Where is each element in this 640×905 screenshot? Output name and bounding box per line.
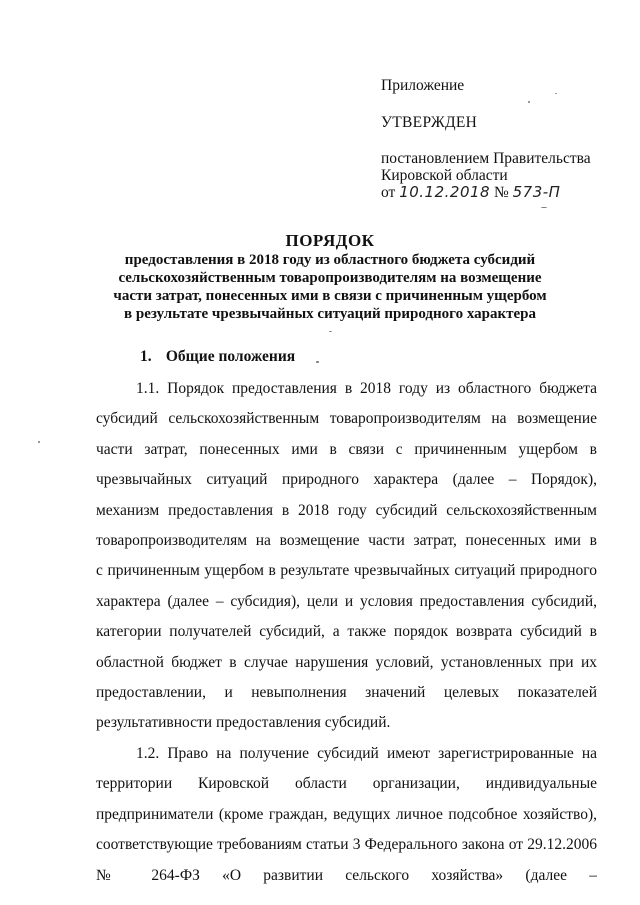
section-heading [140,348,295,366]
decree-date-prefix: от [381,184,396,201]
scan-speck [329,331,332,332]
decree-line-1: постановлением Правительства [381,150,591,167]
scan-speck [38,441,40,443]
scan-speck [555,93,557,94]
text-line: чрезвычайных ситуаций природного характера (далее – Порядок), [96,471,597,489]
text-line: 1.2. Право на получение субсидий имеют зарегистрированные на [136,745,597,762]
section-title: Общие положения [165,348,296,365]
text-line: областной бюджет в случае нарушения условий, установленных при их [96,653,597,671]
scan-speck [541,207,547,208]
number-sign: № [493,184,509,201]
text-line: механизм предоставления в 2018 году субсидий сельскохозяйственным [96,501,597,519]
scan-speck [316,361,319,363]
scan-speck [528,101,530,103]
paragraph-1-2 [96,739,597,891]
section-number: 1. [140,348,152,365]
text-line: 1.1. Порядок предоставления в 2018 году из областного бюджета [136,380,597,397]
text-line: результативности предоставления субсидий. [96,714,391,732]
text-line: № 264-ФЗ «О развитии сельского хозяйства» (далее – [96,866,597,884]
handwritten-date: 10.12.2018 [399,183,491,201]
text-line: соответствующие требованиям статьи 3 Федерального закона от 29.12.2006 [96,836,597,854]
paragraph-1-1 [96,374,597,739]
appendix-label: Приложение [381,77,465,94]
approved-label: УТВЕРЖДЕН [381,114,478,131]
title-line-3: части затрат, понесенных ими в связи с причиненным ущербом [113,288,547,304]
handwritten-number: 573-П [512,183,561,201]
text-line: субсидий сельскохозяйственным товаропроизводителям на возмещение [96,410,597,428]
title-line-4: в результате чрезвычайных ситуаций природного характера [124,306,536,322]
decree-line-2: Кировской области [381,167,508,184]
title-line-1: предоставления в 2018 году из областного бюджета субсидий [124,252,536,268]
text-line: предоставлении, и невыполнения значений целевых показателей [96,683,597,701]
text-line: предприниматели (кроме граждан, ведущих личное подсобное хозяйство), [96,805,597,823]
text-line: характера (далее – субсидия), цели и условия предоставления субсидий, [96,592,597,610]
text-line: с причиненным ущербом в результате чрезвычайных ситуаций природного [96,562,597,580]
document-title: ПОРЯДОК [285,231,375,250]
title-line-2: сельскохозяйственным товаропроизводителям на возмещение [118,270,542,286]
text-line: части затрат, понесенных ими в связи с причиненным ущербом в [96,440,597,458]
decree-line-3 [381,183,560,202]
document-title-block [100,230,560,323]
text-line: территории Кировской области организации, индивидуальные [96,775,597,793]
text-line: категории получателей субсидий, а также порядок возврата субсидий в [96,623,597,641]
text-line: товаропроизводителям на возмещение части затрат, понесенных ими в [96,531,597,549]
